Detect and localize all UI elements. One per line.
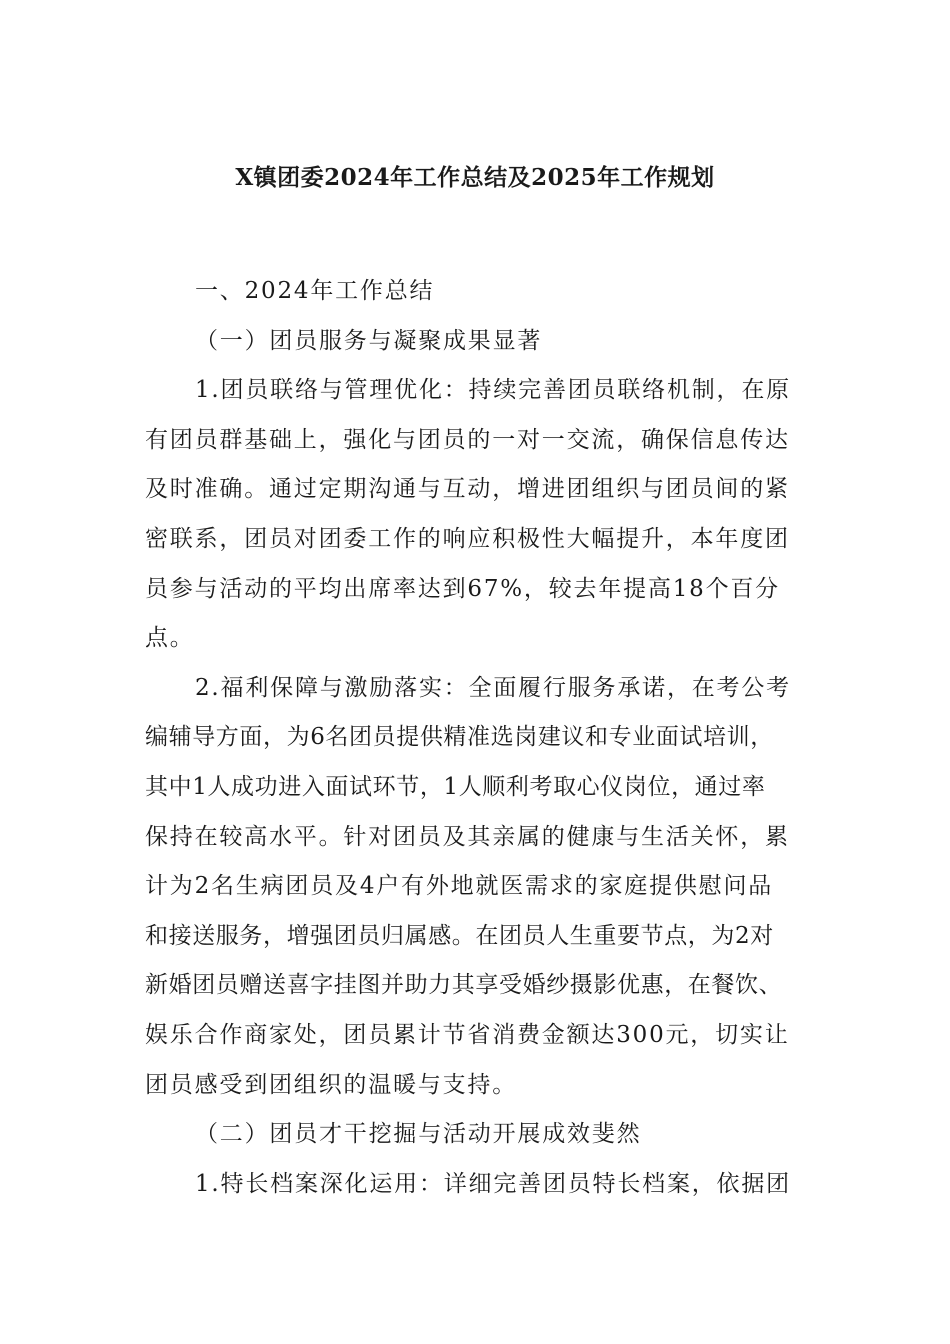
paragraph-line: 及时准确。通过定期沟通与互动，增进团组织与团员间的紧 — [145, 476, 790, 503]
paragraph-line: 2.福利保障与激励落实：全面履行服务承诺，在考公考 — [195, 674, 791, 701]
paragraph-line: 1.特长档案深化运用：详细完善团员特长档案，依据团 — [195, 1170, 791, 1197]
paragraph-line: 有团员群基础上，强化与团员的一对一交流，确保信息传达 — [145, 426, 790, 453]
paragraph-line: 编辅导方面，为6名团员提供精准选岗建议和专业面试培训， — [145, 724, 774, 751]
paragraph-line: 点。 — [145, 625, 195, 652]
paragraph-line: 密联系，团员对团委工作的响应积极性大幅提升，本年度团 — [145, 525, 790, 552]
paragraph-line: 计为2名生病团员及4户有外地就医需求的家庭提供慰问品 — [145, 873, 774, 900]
paragraph-line: 团员感受到团组织的温暖与支持。 — [145, 1071, 517, 1098]
paragraph-line: 1.团员联络与管理优化：持续完善团员联络机制，在原 — [195, 377, 791, 404]
section-heading: 一、2024年工作总结 — [195, 278, 435, 304]
subsection-heading: （二）团员才干挖掘与活动开展成效斐然 — [195, 1121, 642, 1148]
document-body — [145, 267, 805, 1209]
paragraph-line: 保持在较高水平。针对团员及其亲属的健康与生活关怀，累 — [145, 823, 790, 850]
paragraph-line: 新婚团员赠送喜字挂图并助力其享受婚纱摄影优惠，在餐饮、 — [145, 972, 783, 999]
paragraph-line: 员参与活动的平均出席率达到67%，较去年提高18个百分 — [145, 575, 780, 602]
paragraph-line: 和接送服务，增强团员归属感。在团员人生重要节点，为2对 — [145, 922, 774, 949]
subsection-heading: （一）团员服务与凝聚成果显著 — [195, 327, 543, 354]
paragraph-line: 其中1人成功进入面试环节，1人顺利考取心仪岗位，通过率 — [145, 773, 766, 800]
document-title: X镇团委2024年工作总结及2025年工作规划 — [235, 164, 715, 191]
paragraph-line: 娱乐合作商家处，团员累计节省消费金额达300元，切实让 — [145, 1021, 790, 1048]
